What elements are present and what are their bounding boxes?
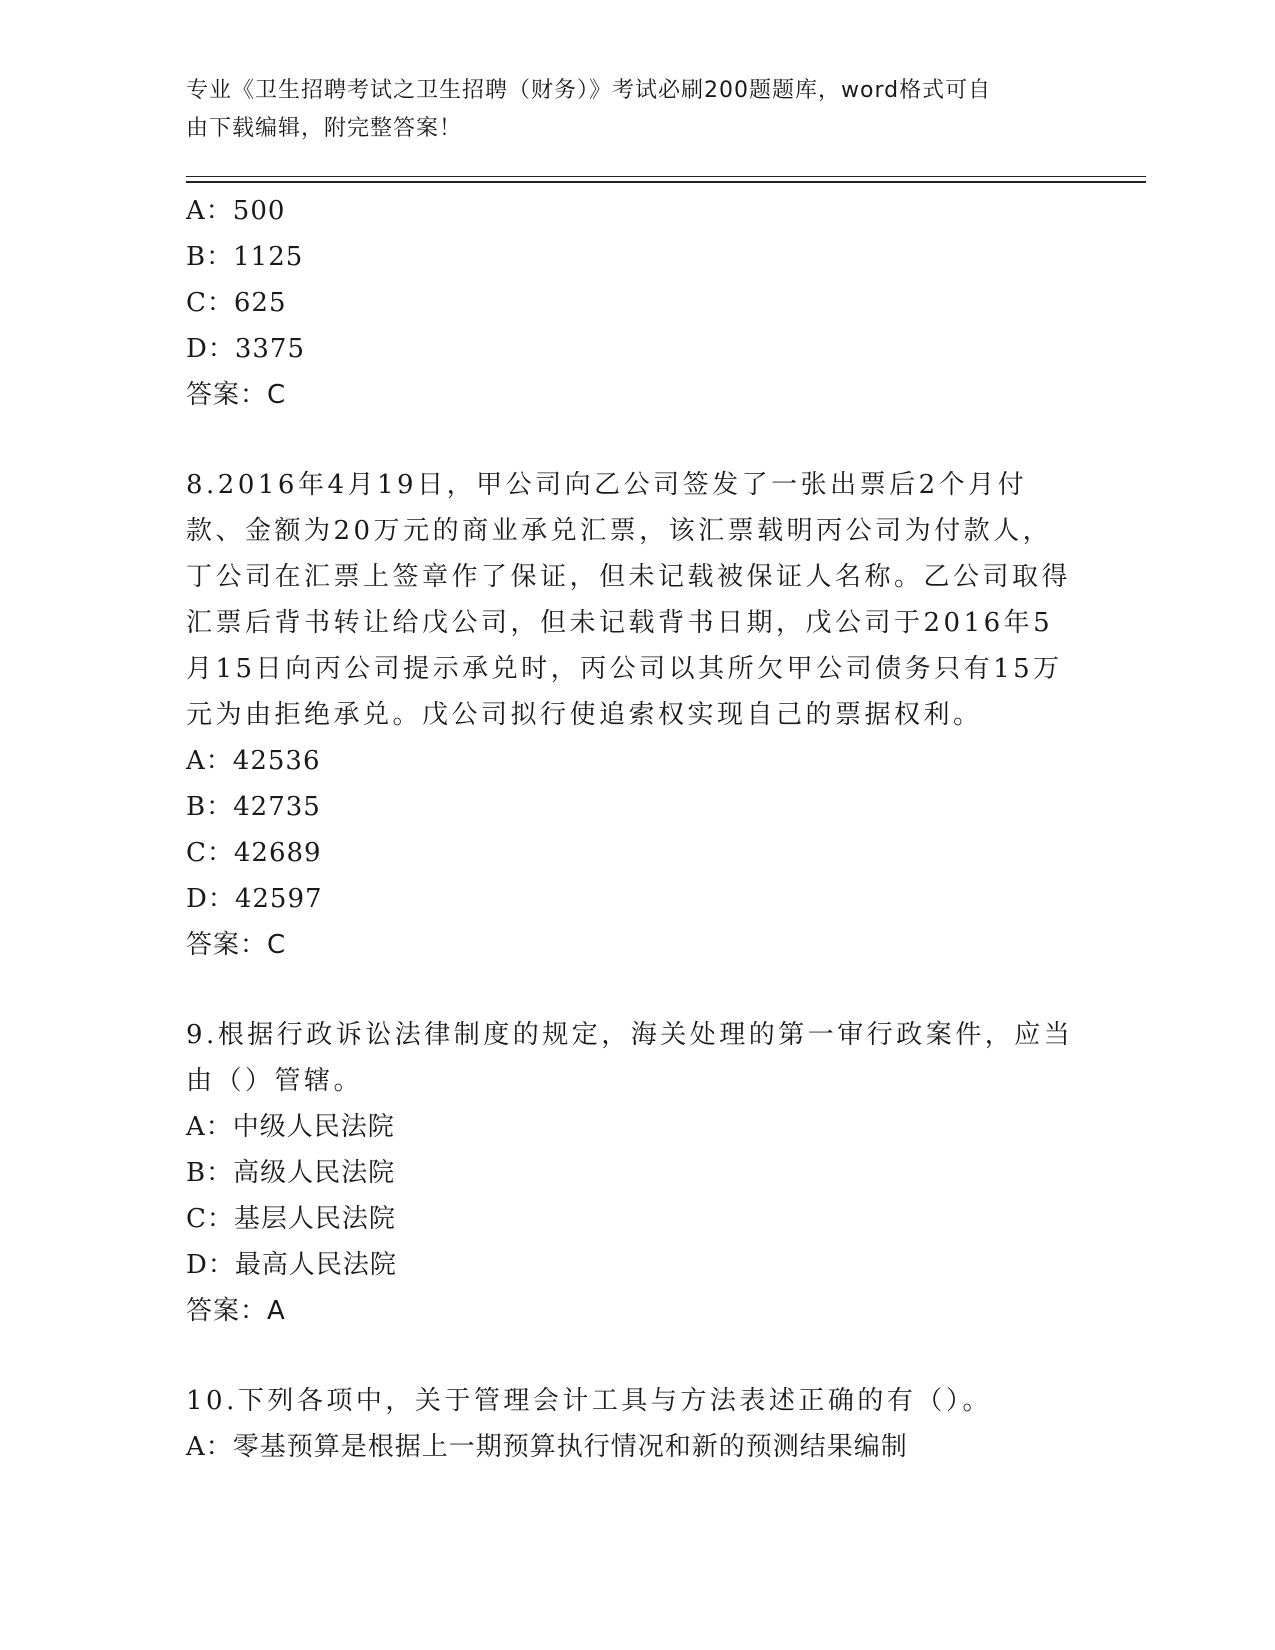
- question-block: [186, 1378, 1086, 1470]
- option-b: B：1125: [186, 242, 304, 272]
- question-text: 10.下列各项中，关于管理会计工具与方法表述正确的有（）。: [186, 1386, 992, 1416]
- option-a: A：42536: [186, 746, 321, 776]
- option-b: B：高级人民法院: [186, 1158, 396, 1188]
- option-b: B：42735: [186, 792, 321, 822]
- question-block: [186, 188, 1086, 418]
- option-a: A：零基预算是根据上一期预算执行情况和新的预测结果编制: [186, 1432, 908, 1462]
- option-c: C：42689: [186, 838, 322, 868]
- option-a: A：中级人民法院: [186, 1112, 395, 1142]
- spacer: [186, 1334, 1086, 1378]
- spacer: [186, 418, 1086, 462]
- option-a: A：500: [186, 196, 286, 226]
- option-d: D：42597: [186, 884, 323, 914]
- question-text: 9.根据行政诉讼法律制度的规定，海关处理的第一审行政案件，应当由（）管辖。: [186, 1020, 1074, 1096]
- header-divider-thin: [186, 176, 1146, 177]
- question-block: [186, 462, 1086, 968]
- answer-line: 答案：C: [186, 380, 287, 410]
- header-line-2: 由下载编辑，附完整答案！: [186, 116, 463, 141]
- document-header: [186, 72, 1086, 148]
- question-text: 8.2016年4月19日，甲公司向乙公司签发了一张出票后2个月付款、金额为20万元的商业承兑汇票，该汇票载明丙公司为付款人，丁公司在汇票上签章作了保证，但未记载被保证人名称。乙公司取得汇票后背书转让给戊公司，但未记载背书日期，戊公司于2016年5月15日向丙公司提示承兑时，丙公司以其所欠甲公司债务只有15万元为由拒绝承兑。戊公司拟行使追索权实现自己的票据权利。: [186, 470, 1072, 730]
- question-block: [186, 1012, 1086, 1334]
- option-c: C：基层人民法院: [186, 1204, 396, 1234]
- option-d: D：最高人民法院: [186, 1250, 397, 1280]
- header-line-1: 专业《卫生招聘考试之卫生招聘（财务）》考试必刷200题题库，word格式可自: [186, 78, 992, 103]
- question-list: [186, 188, 1086, 1470]
- header-divider-thick: [186, 181, 1146, 183]
- spacer: [186, 968, 1086, 1012]
- option-c: C：625: [186, 288, 287, 318]
- option-d: D：3375: [186, 334, 306, 364]
- answer-line: 答案：A: [186, 1296, 286, 1326]
- answer-line: 答案：C: [186, 930, 287, 960]
